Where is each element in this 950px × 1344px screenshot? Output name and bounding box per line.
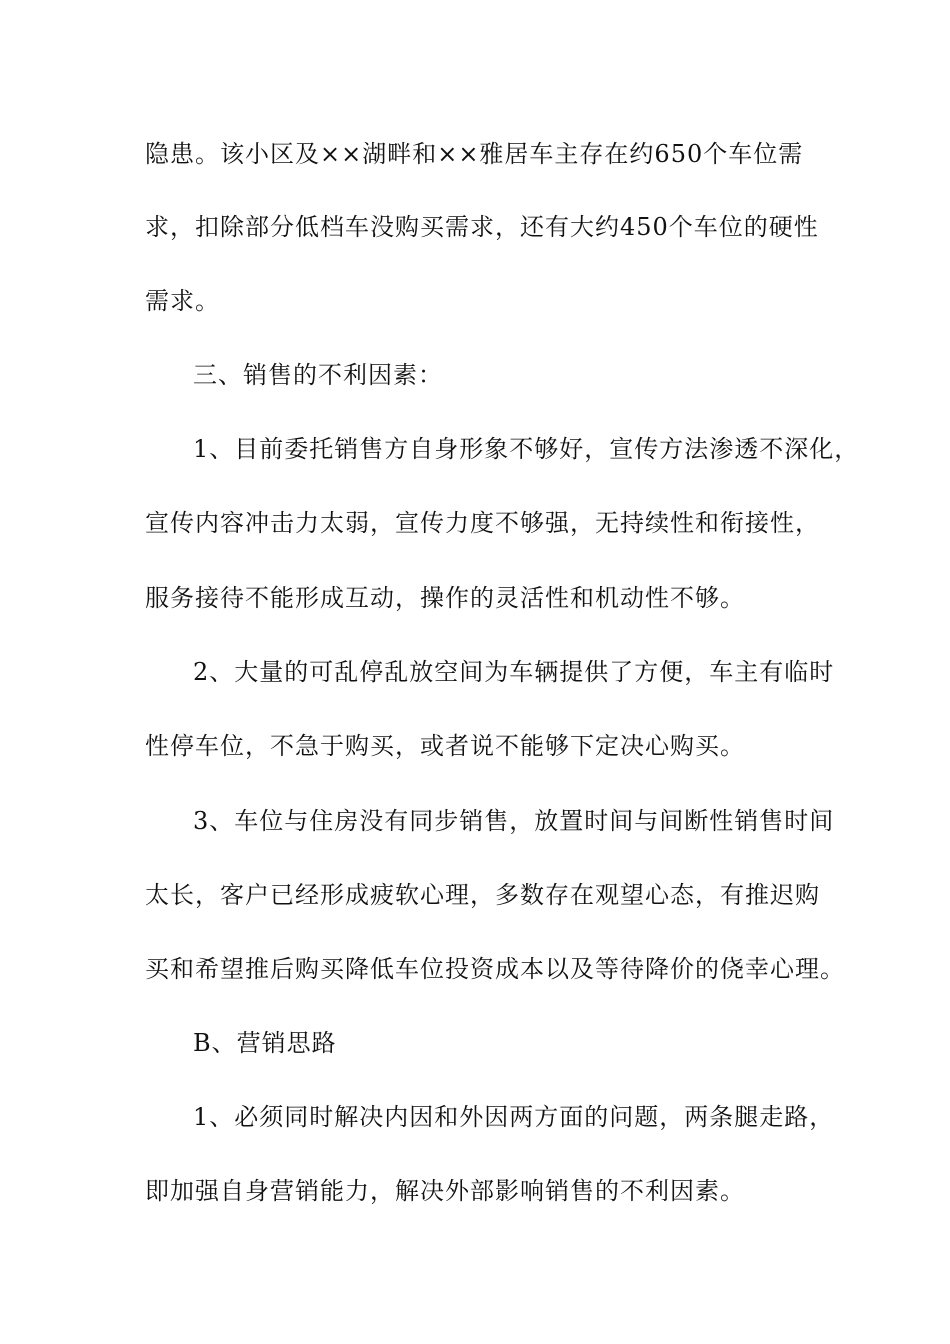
section-heading-b: B、营销思路 bbox=[193, 1029, 337, 1057]
list-item-3-line-3: 买和希望推后购买降低车位投资成本以及等待降价的侥幸心理。 bbox=[145, 955, 845, 983]
list-item-1-line-1: 1、目前委托销售方自身形象不够好，宣传方法渗透不深化， bbox=[193, 435, 860, 463]
strategy-item-1-line-2: 即加强自身营销能力，解决外部影响销售的不利因素。 bbox=[145, 1177, 745, 1205]
section-heading-3: 三、销售的不利因素： bbox=[193, 361, 443, 389]
list-item-3-line-2: 太长，客户已经形成疲软心理，多数存在观望心态，有推迟购 bbox=[145, 881, 820, 909]
paragraph-line-2: 求，扣除部分低档车没购买需求，还有大约450个车位的硬性 bbox=[145, 213, 819, 241]
list-item-3-line-1: 3、车位与住房没有同步销售，放置时间与间断性销售时间 bbox=[193, 807, 835, 835]
list-item-1-line-3: 服务接待不能形成互动，操作的灵活性和机动性不够。 bbox=[145, 584, 745, 612]
strategy-item-1-line-1: 1、必须同时解决内因和外因两方面的问题，两条腿走路， bbox=[193, 1103, 835, 1131]
paragraph-line-1: 隐患。该小区及××湖畔和××雅居车主存在约650个车位需 bbox=[145, 140, 804, 168]
list-item-2-line-1: 2、大量的可乱停乱放空间为车辆提供了方便，车主有临时 bbox=[193, 658, 835, 686]
list-item-2-line-2: 性停车位，不急于购买，或者说不能够下定决心购买。 bbox=[145, 732, 745, 760]
paragraph-line-3: 需求。 bbox=[145, 287, 220, 315]
list-item-1-line-2: 宣传内容冲击力太弱，宣传力度不够强，无持续性和衔接性， bbox=[145, 509, 820, 537]
